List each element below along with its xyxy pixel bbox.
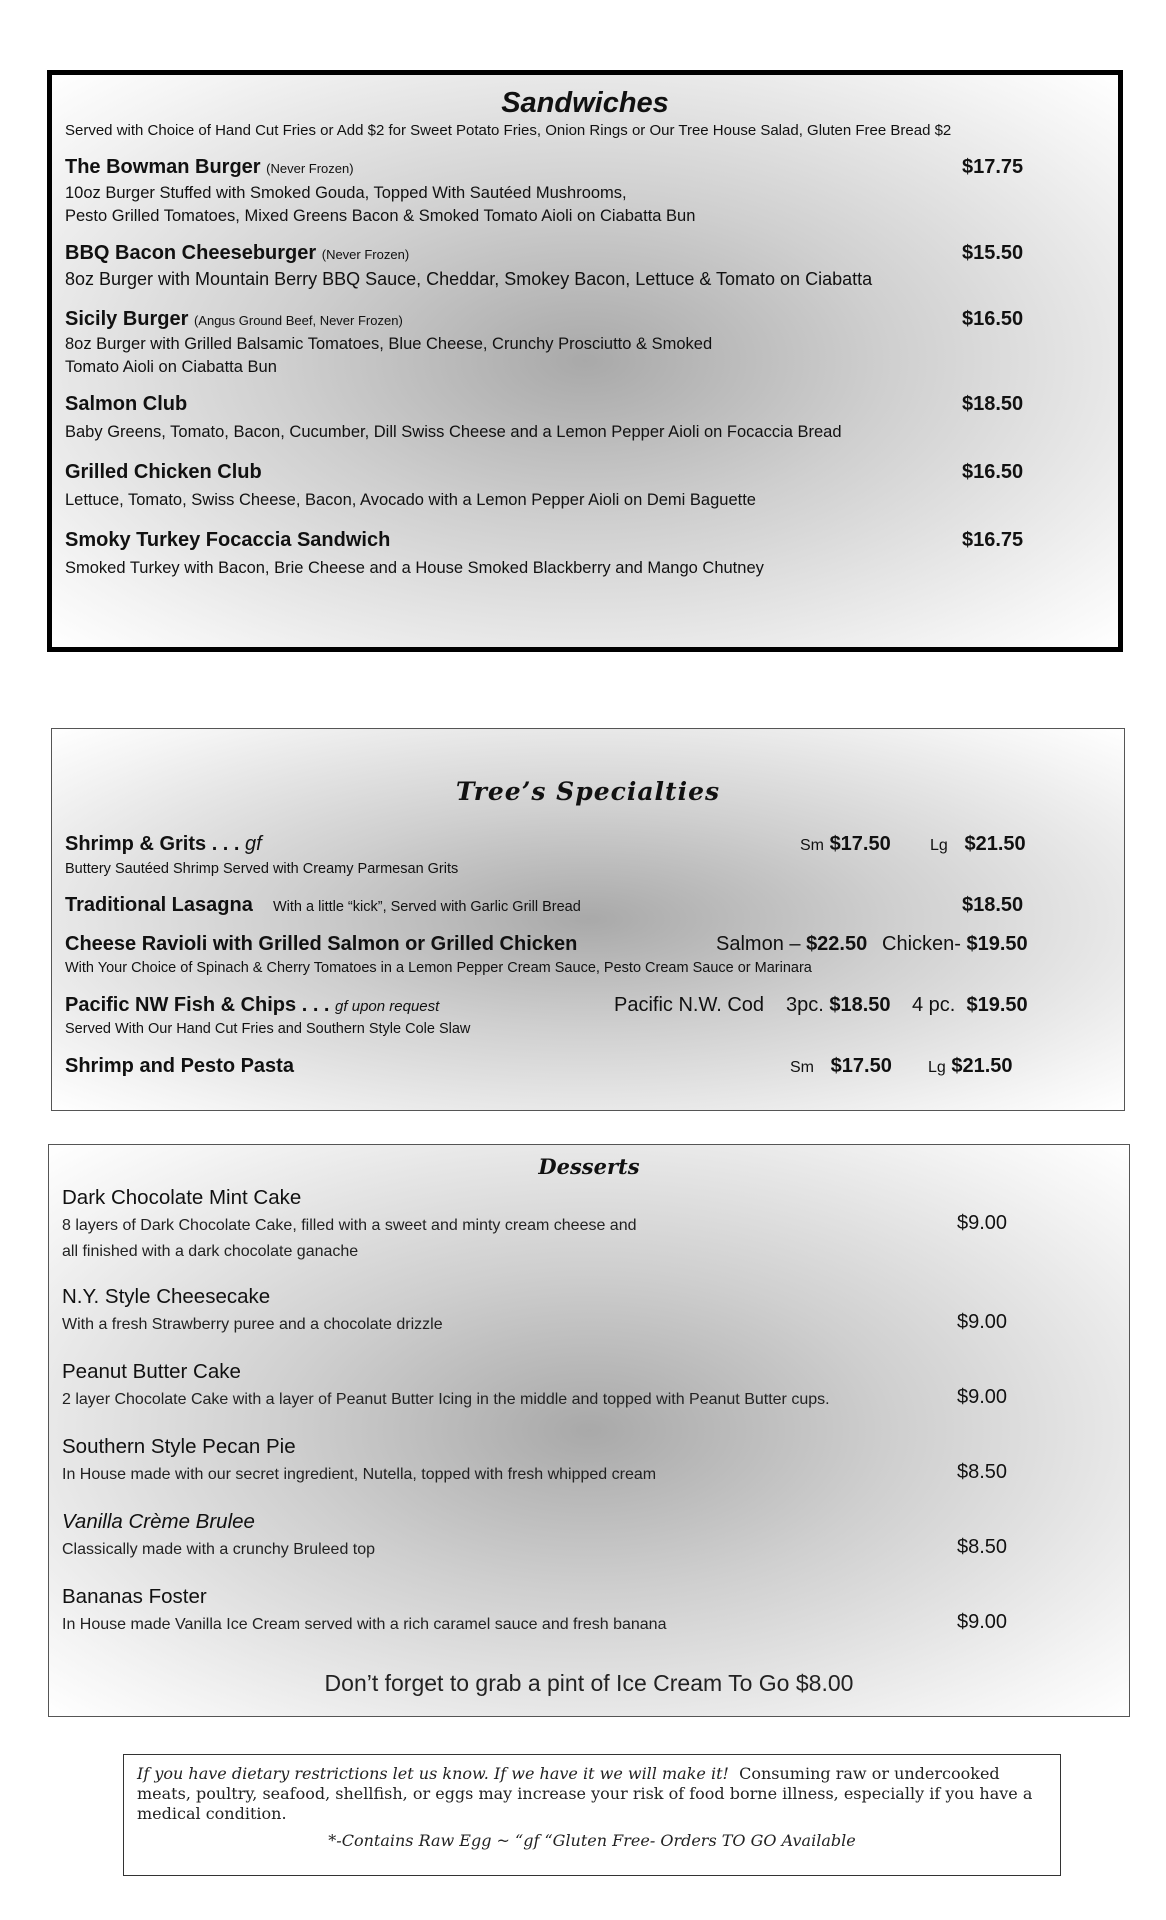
menu-item-desc: Classically made with a crunchy Bruleed top [62,1541,376,1558]
menu-item-price: $8.50 [957,1461,1008,1483]
menu-item-desc: Tomato Aioli on Ciabatta Bun [65,358,277,376]
menu-item-price: $9.00 [957,1611,1008,1633]
menu-item-name: Grilled Chicken Club [65,461,262,483]
menu-item-price-large: Lg $21.50 [930,833,1026,855]
menu-item-name: Shrimp and Pesto Pasta [65,1055,294,1077]
menu-item-name: Pacific NW Fish & Chips . . . gf upon request [65,994,440,1016]
menu-item-desc: With Your Choice of Spinach & Cherry Tomatoes in a Lemon Pepper Cream Sauce, Pesto Cream Sauce or Marinara [65,960,812,976]
menu-item-price: $17.75 [962,156,1024,178]
menu-item-name: Peanut Butter Cake [62,1360,241,1383]
menu-item-price: $8.50 [957,1536,1008,1558]
menu-item-price-small: Sm $17.50 [790,1055,892,1077]
menu-item-price-small: Sm $17.50 [800,833,891,855]
sandwiches-section [47,70,1123,652]
menu-item-price-4pc: 4 pc. $19.50 [912,994,1028,1016]
menu-item-price: $16.50 [962,308,1024,330]
menu-item-name: The Bowman Burger (Never Frozen) [65,156,354,178]
menu-item-name: Traditional Lasagna [65,894,253,916]
menu-item-name: Salmon Club [65,393,188,415]
section-title: Desserts [538,1154,640,1179]
menu-item-desc: In House made Vanilla Ice Cream served with a rich caramel sauce and fresh banana [62,1616,667,1633]
menu-item-price: $16.75 [962,529,1024,551]
menu-item-desc: Lettuce, Tomato, Swiss Cheese, Bacon, Avocado with a Lemon Pepper Aioli on Demi Baguette [65,491,756,509]
menu-item-name: Smoky Turkey Focaccia Sandwich [65,529,391,551]
menu-item-desc: In House made with our secret ingredient, Nutella, topped with fresh whipped cream [62,1466,657,1483]
menu-item-desc: 2 layer Chocolate Cake with a layer of Peanut Butter Icing in the middle and topped with Peanut Butter cups. [62,1391,830,1408]
menu-item-price-chicken: Chicken- $19.50 [882,933,1028,955]
section-subtitle: Served with Choice of Hand Cut Fries or Add $2 for Sweet Potato Fries, Onion Rings or Our Tree House Salad, Gluten Free Bread $2 [65,122,952,139]
menu-item-price: $18.50 [962,894,1024,916]
menu-item-price-large: Lg $21.50 [928,1055,1013,1077]
menu-item-price: $15.50 [962,242,1024,264]
desserts-footer: Don’t forget to grab a pint of Ice Cream To Go $8.00 [324,1670,854,1696]
specialties-section [51,728,1125,1111]
menu-item-price: $16.50 [962,461,1024,483]
section-title: Tree’s Specialties [455,777,721,806]
section-title: Sandwiches [501,87,669,119]
menu-item-price-3pc: 3pc. $18.50 [786,994,891,1016]
menu-item-name: BBQ Bacon Cheeseburger (Never Frozen) [65,242,410,264]
menu-item-desc: Served With Our Hand Cut Fries and Southern Style Cole Slaw [65,1021,471,1037]
menu-item-desc: Pesto Grilled Tomatoes, Mixed Greens Bacon & Smoked Tomato Aioli on Ciabatta Bun [65,207,696,225]
menu-item-desc: all finished with a dark chocolate ganache [62,1243,359,1260]
menu-item-price: $9.00 [957,1386,1008,1408]
menu-item-name: Shrimp & Grits . . . gf [65,833,262,855]
menu-item-desc: 8 layers of Dark Chocolate Cake, filled with a sweet and minty cream cheese and [62,1217,637,1234]
menu-item-name: Cheese Ravioli with Grilled Salmon or Grilled Chicken [65,933,578,955]
dietary-notice [123,1754,1061,1876]
menu-item-name: Vanilla Crème Brulee [62,1510,255,1533]
menu-item-desc: Buttery Sautéed Shrimp Served with Creamy Parmesan Grits [65,861,459,877]
menu-item-price-salmon: Salmon – $22.50 [716,933,868,955]
notice-legend: *-Contains Raw Egg ~ “gf “Gluten Free- Orders TO GO Available [328,1831,856,1850]
menu-item-desc: Baby Greens, Tomato, Bacon, Cucumber, Dill Swiss Cheese and a Lemon Pepper Aioli on Focaccia Bread [65,423,842,441]
menu-item-desc: 8oz Burger with Grilled Balsamic Tomatoes, Blue Cheese, Crunchy Prosciutto & Smoked [65,335,713,353]
menu-item-name: Dark Chocolate Mint Cake [62,1186,302,1209]
menu-item-price: $9.00 [957,1212,1008,1234]
menu-item-price: $18.50 [962,393,1024,415]
menu-item-desc: 8oz Burger with Mountain Berry BBQ Sauce, Cheddar, Smokey Bacon, Lettuce & Tomato on Ciabatta [65,269,873,289]
menu-item-desc: Smoked Turkey with Bacon, Brie Cheese and a House Smoked Blackberry and Mango Chutney [65,559,764,577]
menu-item-desc: With a fresh Strawberry puree and a chocolate drizzle [62,1316,443,1333]
menu-item-price: $9.00 [957,1311,1008,1333]
menu-item-desc: With a little “kick”, Served with Garlic Grill Bread [273,899,581,915]
menu-item-name: Sicily Burger (Angus Ground Beef, Never Frozen) [65,308,403,330]
menu-item-desc: 10oz Burger Stuffed with Smoked Gouda, Topped With Sautéed Mushrooms, [65,184,627,202]
menu-item-price-label: Pacific N.W. Cod [614,994,765,1016]
desserts-section [48,1144,1130,1717]
menu-item-name: Bananas Foster [62,1585,207,1608]
menu-item-name: Southern Style Pecan Pie [62,1435,296,1458]
notice-body: If you have dietary restrictions let us know. If we have it we will make it! Consuming raw or undercooked meats, poultry, seafood, shellfish, or eggs may increase your risk of food borne illness, especially if you have a medical condition. [137,1764,1033,1823]
menu-item-name: N.Y. Style Cheesecake [62,1285,271,1308]
